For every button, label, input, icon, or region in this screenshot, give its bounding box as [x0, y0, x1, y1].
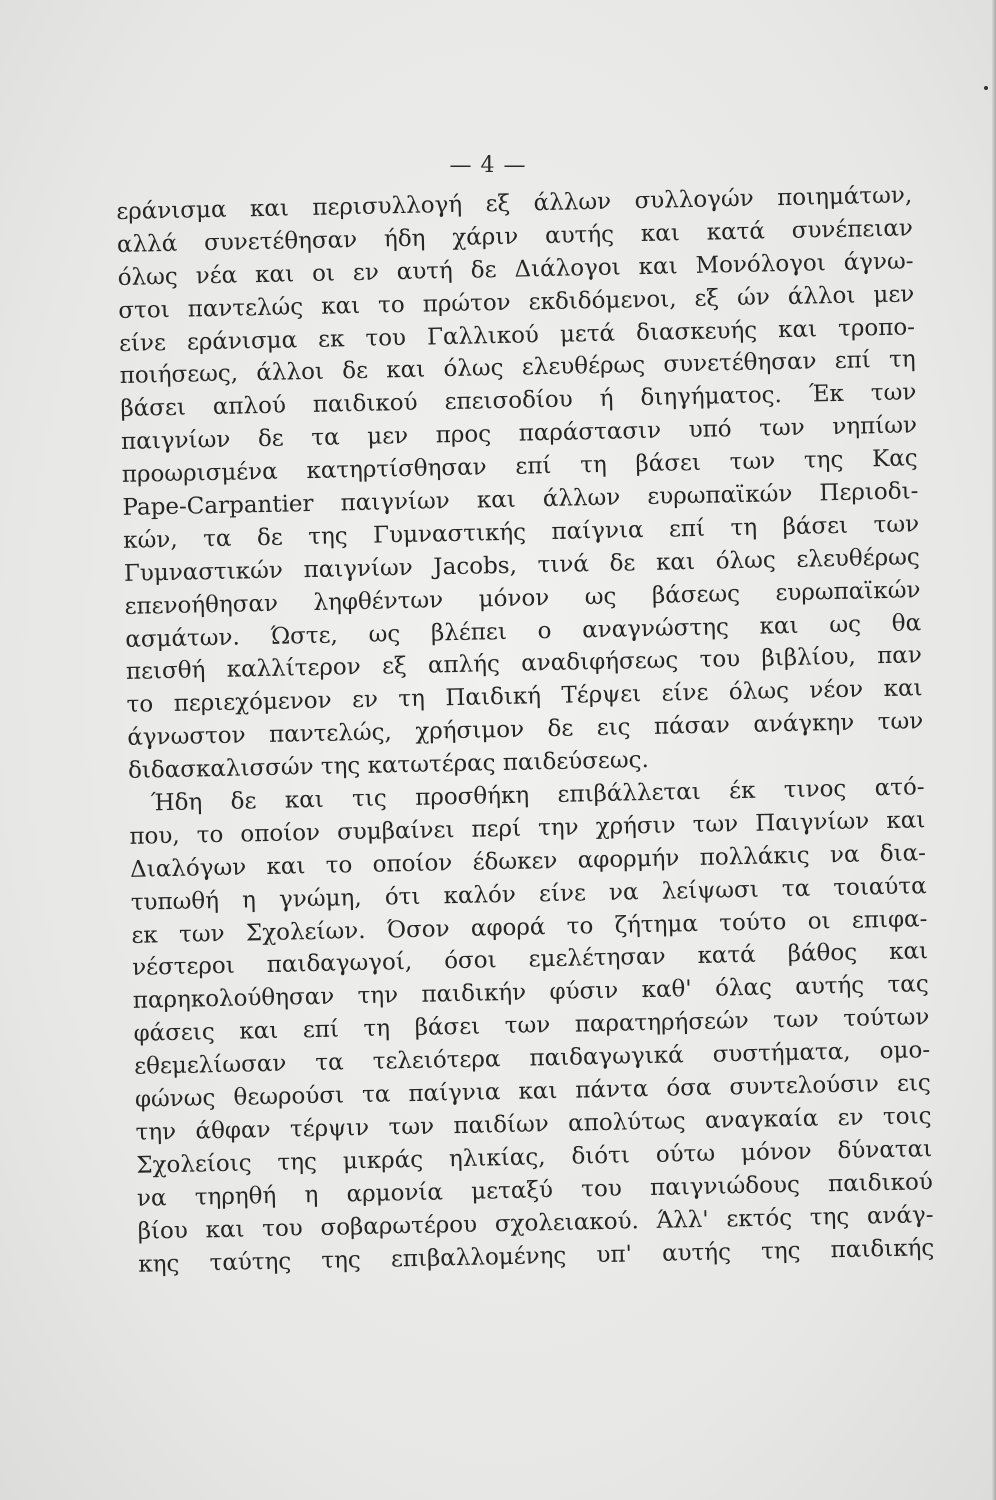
text-line: φώνως θεωρούσι τα παίγνια και πάντα όσα συντελούσιν εις	[134, 1070, 932, 1113]
text-line: αλλά συνετέθησαν ήδη χάριν αυτής και κατά συνέπειαν	[116, 215, 914, 258]
ink-speck	[984, 86, 988, 90]
page-edge-shadow	[992, 0, 996, 1500]
text-line: Ήδη δε και τις προσθήκη επιβάλλεται έκ τινος ατό-	[150, 774, 925, 817]
text-line: ποιήσεως, άλλοι δε και όλως ελευθέρως συνετέθησαν επί τη	[119, 346, 916, 390]
page-number: — 4 —	[449, 153, 527, 178]
text-line: τυπωθή η γνώμη, ότι καλόν είνε να λείψωσι τα τοιαύτα	[130, 872, 927, 916]
text-line: Γυμναστικών παιγνίων Jacobs, τινά δε και όλως ελευθέρως	[123, 544, 921, 587]
text-line: Σχολείοις της μικράς ηλικίας, διότι ούτω μόνον δύναται	[136, 1135, 933, 1179]
text-line: εκ των Σχολείων. Όσον αφορά το ζήτημα τούτο οι επιφα-	[131, 905, 928, 949]
text-line: άγνωστον παντελώς, χρήσιμον δε εις πάσαν ανάγκην των	[127, 708, 924, 752]
text-line: κης ταύτης της επιβαλλομένης υπ' αυτής της παιδικής	[138, 1234, 935, 1278]
body-text	[116, 179, 935, 1281]
text-line: βάσει απλού παιδικού επεισοδίου ή διηγήματος. Έκ των	[120, 379, 917, 423]
text-line: στοι παντελώς και το πρώτον εκδιδόμενοι, εξ ών άλλοι μεν	[118, 280, 915, 324]
text-line: να τηρηθή η αρμονία μεταξύ του παιγνιώδους παιδικού	[136, 1168, 934, 1212]
text-line: Διαλόγων και το οποίον έδωκεν αφορμήν πολλάκις να δια-	[129, 839, 927, 883]
text-line: κών, τα δε της Γυμναστικής παίγνια επί τη βάσει των	[122, 511, 920, 554]
text-line: ασμάτων. Ώστε, ως βλέπει ο αναγνώστης και ως θα	[125, 609, 922, 653]
text-line: διδασκαλισσών της κατωτέρας παιδεύσεως.	[127, 747, 650, 785]
text-line: παιγνίων δε τα μεν προς παράστασιν υπό των νηπίων	[120, 412, 918, 456]
text-line: Pape-Carpantier παιγνίων και άλλων ευρωπαϊκών Περιοδι-	[122, 478, 919, 521]
text-line: την άθφαν τέρψιν των παιδίων απολύτως αναγκαία εν τοις	[135, 1103, 932, 1146]
text-line: παρηκολούθησαν την παιδικήν φύσιν καθ' όλας αυτής τας	[132, 971, 929, 1015]
text-line: επενοήθησαν ληφθέντων μόνον ως βάσεως ευρωπαϊκών	[124, 576, 921, 620]
text-line: πεισθή καλλίτερον εξ απλής αναδιφήσεως του βιβλίου, παν	[125, 642, 923, 686]
text-line: όλως νέα και οι εν αυτή δε Διάλογοι και Μονόλογοι άγνω-	[117, 248, 914, 291]
text-line: νέστεροι παιδαγωγοί, όσοι εμελέτησαν κατά βάθος και	[131, 938, 929, 982]
text-line: εράνισμα και περισυλλογή εξ άλλων συλλογών ποιημάτων,	[116, 182, 913, 225]
text-line: προωρισμένα κατηρτίσθησαν επί τη βάσει των της Κας	[121, 445, 918, 489]
text-line: το περιεχόμενον εν τη Παιδική Τέρψει είνε όλως νέον και	[126, 675, 923, 719]
text-line: φάσεις και επί τη βάσει των παρατηρήσεών των τούτων	[133, 1004, 930, 1048]
text-line: εθεμελίωσαν τα τελειότερα παιδαγωγικά συστήματα, ομο-	[133, 1037, 931, 1080]
text-line: βίου και του σοβαρωτέρου σχολειακού. Άλλ' εκτός της ανάγ-	[137, 1201, 934, 1245]
text-line: που, το οποίον συμβαίνει περί την χρήσιν των Παιγνίων και	[129, 807, 926, 850]
text-line: είνε εράνισμα εκ του Γαλλικού μετά διασκευής και τροπο-	[118, 313, 916, 357]
